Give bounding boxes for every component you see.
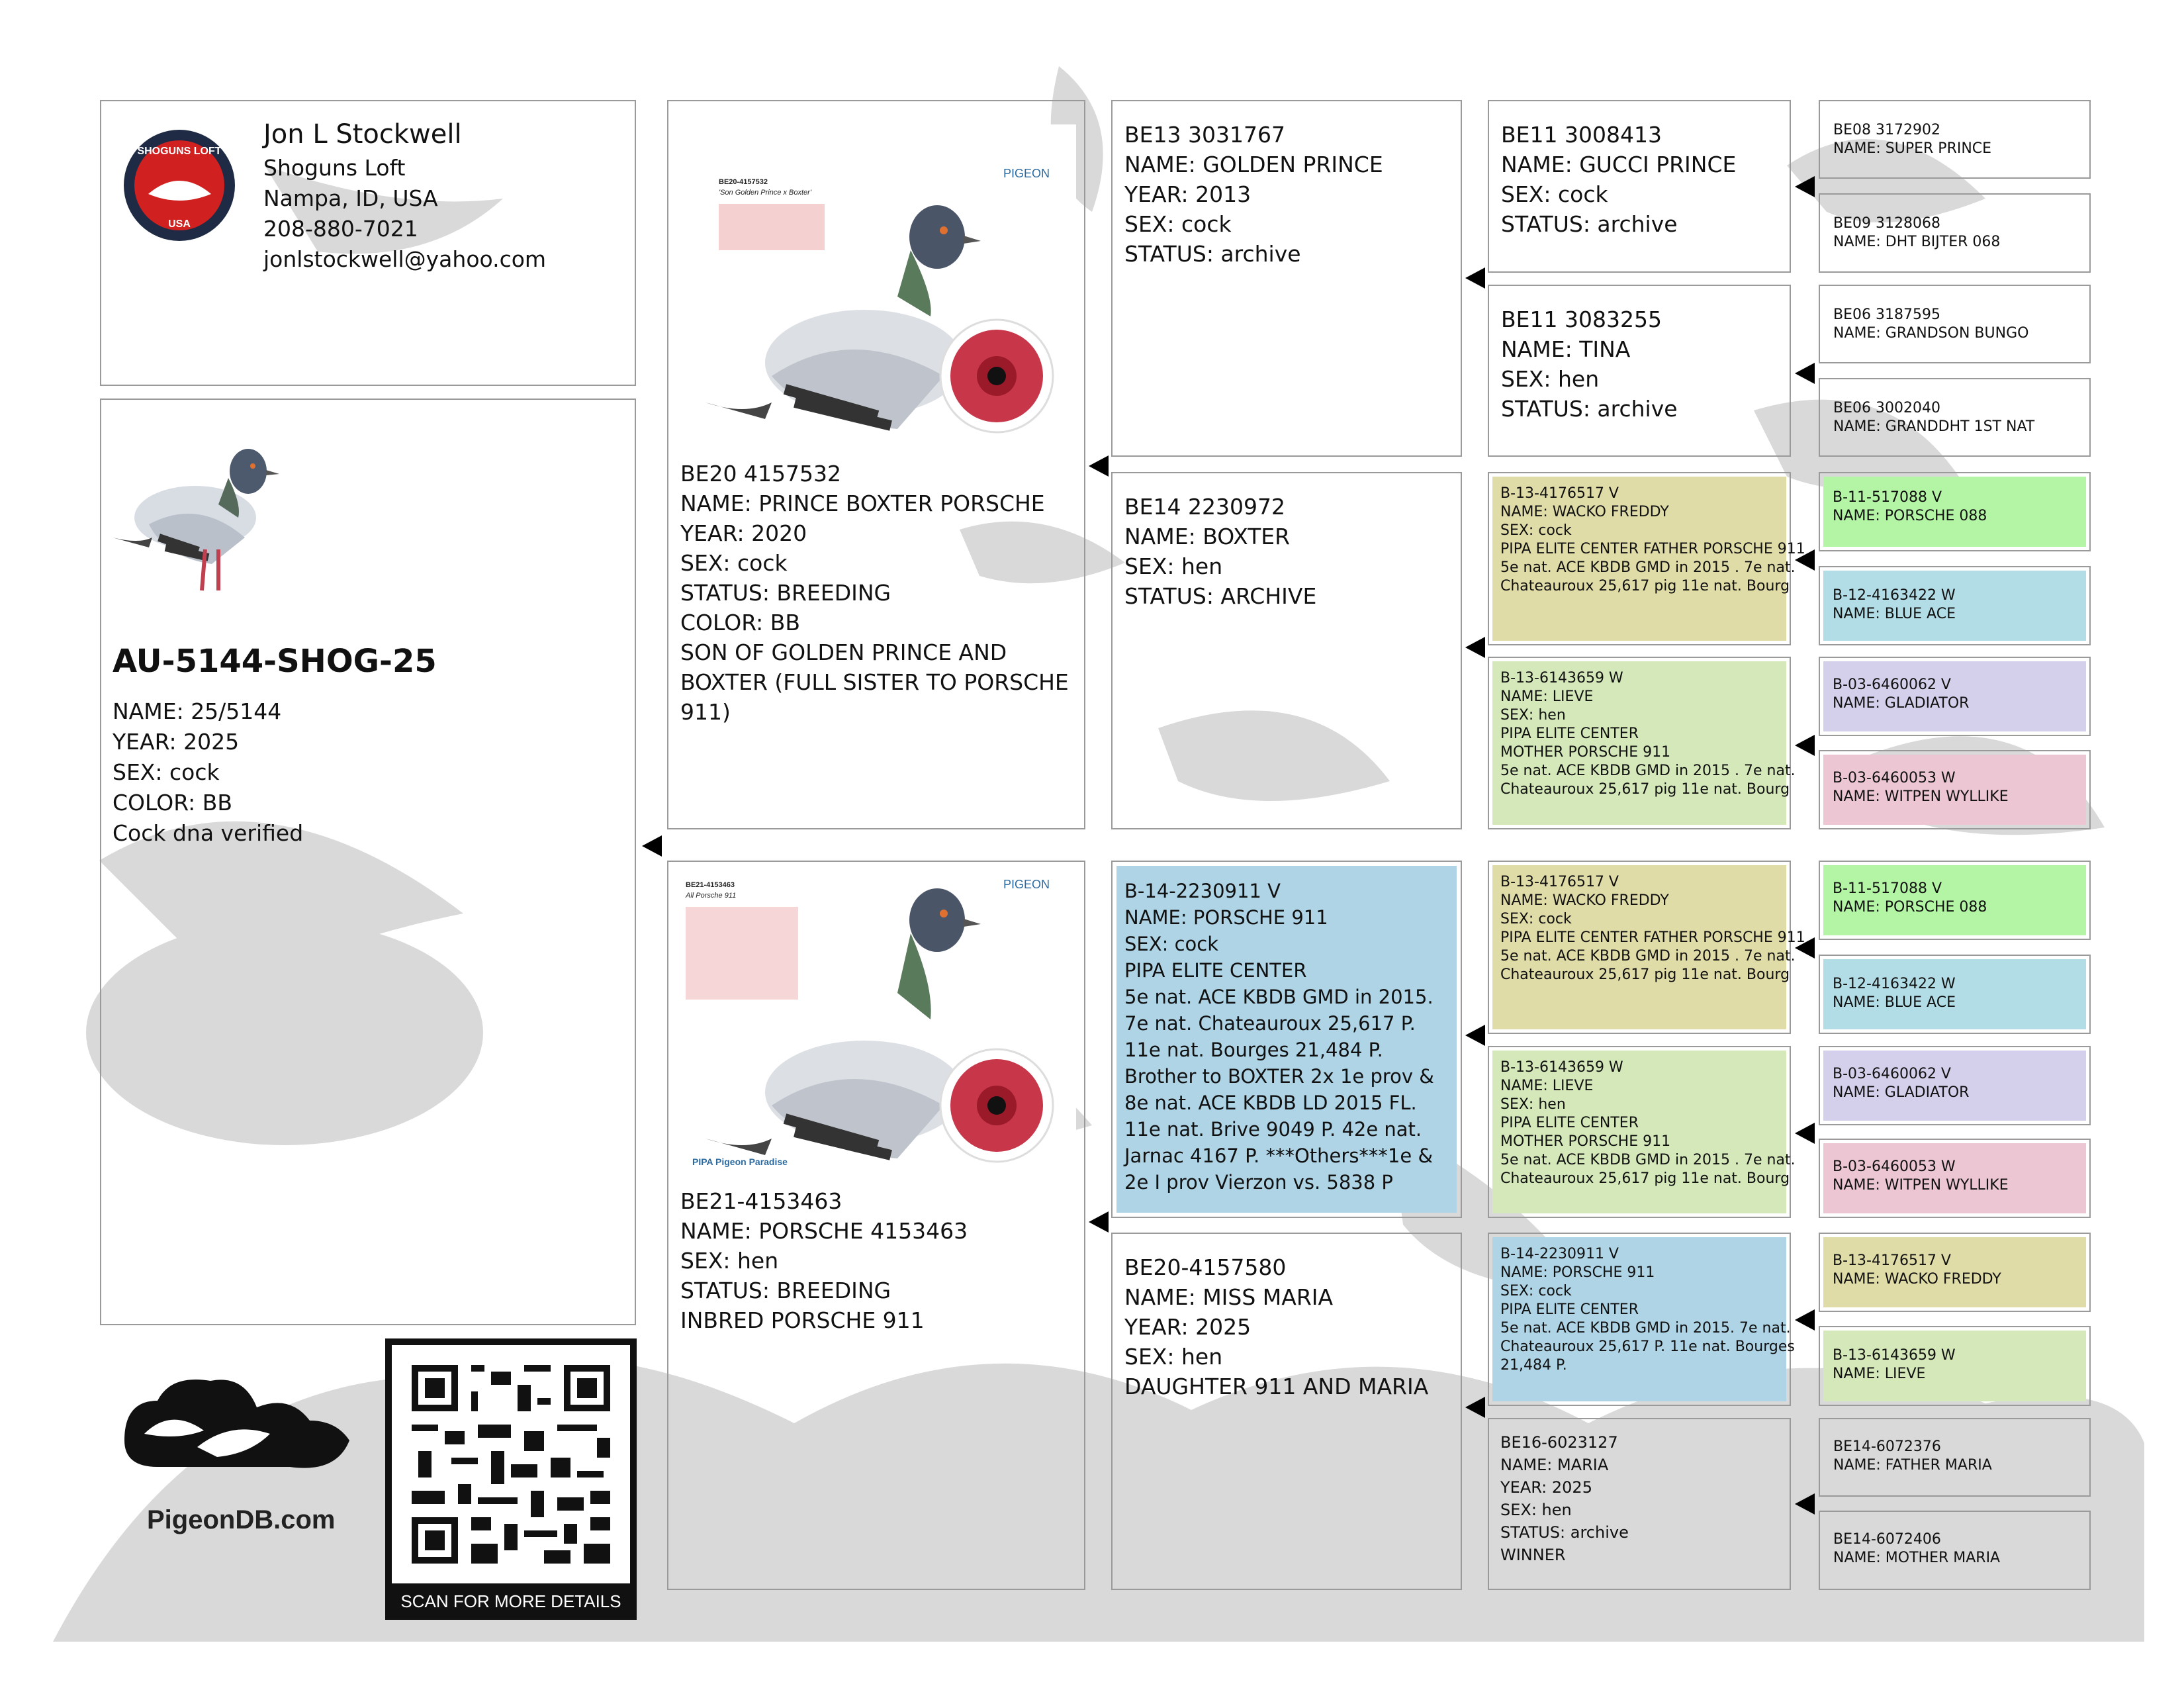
owner-email[interactable]: jonlstockwell@yahoo.com [263,246,547,272]
sire-name: NAME: PRINCE BOXTER PORSCHE [680,491,1045,516]
arrow-subject [642,835,662,857]
gen4-14-panel [1823,1331,2086,1401]
subject-ring: AU-5144-SHOG-25 [113,643,437,680]
owner-box [100,100,636,386]
gen3-8-name: NAME: MARIA [1500,1456,1609,1474]
gen4-12-panel [1823,1143,2086,1213]
gen2-ss-ring: BE13 3031767 [1124,122,1285,148]
gen3-7-ring: B-14-2230911 V [1500,1246,1619,1262]
gen4-6-name: NAME: BLUE ACE [1833,606,1956,622]
gen3-5-panel [1492,865,1805,1029]
gen3-7-l3: Chateauroux 25,617 P. 11e nat. Bourges [1500,1338,1795,1355]
gen4-7-panel [1823,661,2086,731]
sire-box [667,100,1085,829]
gen2-dd-year: YEAR: 2025 [1124,1314,1251,1340]
gen3-3-l1: PIPA ELITE CENTER FATHER PORSCHE 911 [1500,541,1805,557]
gen3-7-l4: 21,484 P. [1500,1357,1567,1374]
qr-code-box[interactable] [385,1338,637,1620]
gen2-sd-name: NAME: BOXTER [1124,524,1291,549]
gen2-ds-ring: B-14-2230911 V [1124,880,1281,902]
gen4-4-ring: BE06 3002040 [1833,400,1940,416]
sire-photo-brand: PIGEON [1003,167,1050,180]
gen4-3-name: NAME: GRANDSON BUNGO [1833,325,2029,342]
gen3-4-l4: Chateauroux 25,617 pig 11e nat. Bourg [1500,781,1790,798]
owner-location: Nampa, ID, USA [263,185,438,211]
arrow-gen3-4 [1795,735,1815,756]
gen2-dd-box [1111,1233,1462,1590]
gen3-1-name: NAME: GUCCI PRINCE [1501,152,1737,177]
owner-name: Jon L Stockwell [263,119,462,150]
gen4-11-panel [1823,1051,2086,1121]
arrow-gen3-5 [1795,937,1815,959]
arrow-gen2-sd [1465,637,1485,658]
gen3-5-box [1488,861,1805,1034]
gen2-ds-name: NAME: PORSCHE 911 [1124,906,1328,929]
subject-sex: SEX: cock [113,759,220,785]
dam-name: NAME: PORSCHE 4153463 [680,1218,968,1244]
gen4-8-ring: B-03-6460053 W [1833,770,1956,786]
gen4-16-ring: BE14-6072406 [1833,1531,1941,1548]
gen4-13-ring: B-13-4176517 V [1833,1252,1951,1269]
gen4-3-box [1819,285,2091,363]
gen2-ss-status: STATUS: archive [1124,241,1301,267]
gen3-4-ring: B-13-6143659 W [1500,670,1623,686]
gen2-ds-l3: Brother to BOXTER 2x 1e prov & 8e nat. ACE KBDB LD 2015 FL. 11e nat. Brive 9049 P. 42e nat. Jarnac 4167 P. ***Others***1e & 2e I prov Vierzon vs. 5838 P [1124,1065,1434,1194]
gen3-4-l1: PIPA ELITE CENTER [1500,726,1639,742]
gen3-5-l1: PIPA ELITE CENTER FATHER PORSCHE 911 [1500,929,1805,946]
sire-sex: SEX: cock [680,550,788,576]
gen3-4-l2: MOTHER PORSCHE 911 [1500,744,1671,761]
pigeondb-logo [118,1368,356,1480]
gen3-1-sex: SEX: cock [1501,181,1608,207]
gen3-5-name: NAME: WACKO FREDDY [1500,892,1669,909]
gen4-9-name: NAME: PORSCHE 088 [1833,899,1987,915]
gen3-8-box [1488,1418,1791,1590]
gen3-1-status: STATUS: archive [1501,211,1678,237]
gen3-5-sex: SEX: cock [1500,911,1572,927]
sire-year: YEAR: 2020 [680,520,807,546]
gen4-11-name: NAME: GLADIATOR [1833,1084,1970,1101]
dam-sex: SEX: hen [680,1248,779,1274]
sire-status: STATUS: BREEDING [680,580,891,606]
subject-year: YEAR: 2025 [113,729,240,755]
gen4-7-box [1819,657,2091,736]
gen3-4-sex: SEX: hen [1500,707,1566,724]
sire-color: COLOR: BB [680,610,801,635]
gen2-ds-panel [1116,866,1457,1213]
gen3-4-name: NAME: LIEVE [1500,688,1594,705]
gen3-8-year: YEAR: 2025 [1500,1478,1592,1497]
gen4-2-box [1819,193,2091,273]
logo-text: SHOGUNS LOFT [137,146,222,157]
qr-code[interactable] [392,1345,630,1583]
gen4-14-box [1819,1326,2091,1406]
gen3-6-l2: MOTHER PORSCHE 911 [1500,1133,1671,1150]
gen3-8-status: STATUS: archive [1500,1523,1629,1542]
gen2-sd-sex: SEX: hen [1124,553,1223,579]
gen3-3-name: NAME: WACKO FREDDY [1500,504,1669,520]
owner-loft: Shoguns Loft [263,155,406,181]
gen3-3-ring: B-13-4176517 V [1500,485,1619,502]
gen3-2-box [1488,285,1791,457]
logo-sub: USA [168,218,191,230]
arrow-gen3-8 [1795,1493,1815,1515]
gen4-6-panel [1823,571,2086,641]
dam-status: STATUS: BREEDING [680,1278,891,1303]
gen3-8-note: WINNER [1500,1546,1566,1564]
gen4-9-panel [1823,865,2086,935]
gen3-6-name: NAME: LIEVE [1500,1078,1594,1094]
gen4-10-ring: B-12-4163422 W [1833,976,1956,992]
gen3-4-panel [1492,661,1796,825]
gen3-5-l3: Chateauroux 25,617 pig 11e nat. Bourg [1500,966,1790,983]
gen3-7-box [1488,1233,1795,1406]
sire-note: SON OF GOLDEN PRINCE AND BOXTER (FULL SISTER TO PORSCHE 911) [680,639,1069,725]
gen4-9-ring: B-11-517088 V [1833,880,1942,897]
gen3-7-l1: PIPA ELITE CENTER [1500,1301,1639,1318]
gen3-3-sex: SEX: cock [1500,522,1572,539]
arrow-gen2-ds [1465,1025,1485,1046]
gen2-sd-ring: BE14 2230972 [1124,494,1285,520]
gen3-3-l3: Chateauroux 25,617 pig 11e nat. Bourg [1500,578,1790,594]
gen3-3-l2: 5e nat. ACE KBDB GMD in 2015 . 7e nat. [1500,559,1796,576]
gen4-5-box [1819,472,2091,551]
arrow-dam [1089,1211,1109,1233]
gen4-4-box [1819,378,2091,457]
gen2-ds-sex: SEX: cock [1124,933,1219,955]
dam-note: INBRED PORSCHE 911 [680,1307,925,1333]
gen3-2-sex: SEX: hen [1501,366,1600,392]
sire-photo-title: 'Son Golden Prince x Boxter' [719,189,811,197]
gen2-sd-box [1111,472,1462,829]
gen2-dd-note: DAUGHTER 911 AND MARIA [1124,1374,1429,1399]
gen3-3-box [1488,472,1805,645]
gen2-dd-sex: SEX: hen [1124,1344,1223,1370]
gen3-6-box [1488,1046,1796,1218]
gen4-11-ring: B-03-6460062 V [1833,1066,1951,1082]
gen4-6-ring: B-12-4163422 W [1833,587,1956,604]
subject-color: COLOR: BB [113,790,233,816]
gen4-13-panel [1823,1237,2086,1307]
dam-box [667,861,1085,1590]
dam-photo-title: All Porsche 911 [686,892,737,900]
gen4-15-box [1819,1418,2091,1497]
gen3-7-name: NAME: PORSCHE 911 [1500,1264,1655,1281]
gen4-8-panel [1823,755,2086,825]
gen4-9-box [1819,861,2091,940]
gen4-1-name: NAME: SUPER PRINCE [1833,140,1992,157]
gen3-4-box [1488,657,1796,829]
gen4-1-box [1819,100,2091,179]
gen4-10-name: NAME: BLUE ACE [1833,994,1956,1011]
gen3-7-sex: SEX: cock [1500,1283,1572,1299]
gen2-ds-box [1111,861,1462,1218]
arrow-gen3-2 [1795,363,1815,384]
dam-photo-brand2: PIPA Pigeon Paradise [692,1156,788,1167]
gen4-5-panel [1823,477,2086,547]
gen4-7-name: NAME: GLADIATOR [1833,695,1970,712]
arrow-gen3-1 [1795,176,1815,197]
owner-phone[interactable]: 208-880-7021 [263,216,418,242]
gen4-1-ring: BE08 3172902 [1833,122,1940,138]
gen2-ds-l1: PIPA ELITE CENTER [1124,959,1307,982]
gen3-5-l2: 5e nat. ACE KBDB GMD in 2015 . 7e nat. [1500,948,1796,964]
gen4-16-name: NAME: MOTHER MARIA [1833,1550,2001,1566]
subject-name: NAME: 25/5144 [113,698,282,724]
gen3-6-l3: 5e nat. ACE KBDB GMD in 2015 . 7e nat. [1500,1152,1796,1168]
gen4-10-panel [1823,959,2086,1029]
gen3-5-ring: B-13-4176517 V [1500,874,1619,890]
gen2-dd-ring: BE20-4157580 [1124,1254,1287,1280]
gen4-5-name: NAME: PORSCHE 088 [1833,508,1987,524]
gen4-3-ring: BE06 3187595 [1833,306,1940,323]
loft-logo [122,128,238,244]
gen4-2-name: NAME: DHT BIJTER 068 [1833,234,2001,250]
gen3-7-panel [1492,1237,1795,1401]
gen3-4-l3: 5e nat. ACE KBDB GMD in 2015 . 7e nat. [1500,763,1796,779]
gen2-ss-sex: SEX: cock [1124,211,1232,237]
gen4-15-ring: BE14-6072376 [1833,1438,1941,1455]
gen3-7-l2: 5e nat. ACE KBDB GMD in 2015. 7e nat. [1500,1320,1791,1336]
gen4-13-name: NAME: WACKO FREDDY [1833,1271,2001,1288]
arrow-gen2-dd [1465,1397,1485,1418]
sire-ring: BE20 4157532 [680,461,841,487]
gen4-12-ring: B-03-6460053 W [1833,1158,1956,1175]
gen4-7-ring: B-03-6460062 V [1833,677,1951,693]
dam-photo-caption: BE21-4153463 [686,881,735,889]
gen4-8-name: NAME: WITPEN WYLLIKE [1833,788,2009,805]
gen3-2-ring: BE11 3083255 [1501,306,1662,332]
dam-photo [679,874,1076,1192]
gen4-15-name: NAME: FATHER MARIA [1833,1457,1992,1474]
gen3-2-status: STATUS: archive [1501,396,1678,422]
arrow-gen3-6 [1795,1123,1815,1144]
qr-label: SCAN FOR MORE DETAILS [400,1591,621,1611]
gen4-10-box [1819,955,2091,1034]
gen2-ss-year: YEAR: 2013 [1124,181,1251,207]
gen3-6-ring: B-13-6143659 W [1500,1059,1623,1076]
gen3-6-panel [1492,1051,1796,1213]
gen4-4-name: NAME: GRANDDHT 1ST NAT [1833,418,2035,435]
dam-ring: BE21-4153463 [680,1188,842,1214]
gen4-12-box [1819,1139,2091,1218]
gen2-ss-name: NAME: GOLDEN PRINCE [1124,152,1383,177]
sire-photo-caption: BE20-4157532 [719,178,768,186]
gen3-6-l1: PIPA ELITE CENTER [1500,1115,1639,1131]
subject-box [100,399,636,1325]
pigeondb-brand[interactable]: PigeonDB.com [147,1505,336,1534]
subject-note: Cock dna verified [113,820,304,846]
gen3-8-ring: BE16-6023127 [1500,1433,1618,1452]
gen4-5-ring: B-11-517088 V [1833,489,1942,506]
gen3-6-l4: Chateauroux 25,617 pig 11e nat. Bourg [1500,1170,1790,1187]
sire-photo [679,124,1076,482]
gen3-6-sex: SEX: hen [1500,1096,1566,1113]
gen3-8-sex: SEX: hen [1500,1501,1572,1519]
gen2-ds-l2: 5e nat. ACE KBDB GMD in 2015. 7e nat. Chateauroux 25,617 P. 11e nat. Bourges 21,484 P. [1124,986,1433,1061]
gen2-sd-status: STATUS: ARCHIVE [1124,583,1317,609]
gen4-16-box [1819,1511,2091,1590]
gen4-14-ring: B-13-6143659 W [1833,1347,1956,1364]
arrow-sire [1089,455,1109,477]
gen4-2-ring: BE09 3128068 [1833,215,1940,232]
gen4-12-name: NAME: WITPEN WYLLIKE [1833,1177,2009,1194]
subject-photo [113,425,291,604]
gen4-11-box [1819,1046,2091,1125]
arrow-gen3-7 [1795,1309,1815,1331]
gen3-3-panel [1492,477,1805,641]
gen2-ss-box [1111,100,1462,457]
arrow-gen2-ss [1465,267,1485,289]
dam-photo-brand: PIGEON [1003,878,1050,891]
gen3-1-ring: BE11 3008413 [1501,122,1662,148]
arrow-gen3-3 [1795,549,1815,571]
gen3-1-box [1488,100,1791,273]
gen4-13-box [1819,1233,2091,1312]
gen3-2-name: NAME: TINA [1501,336,1631,362]
gen4-14-name: NAME: LIEVE [1833,1366,1926,1382]
gen4-6-box [1819,566,2091,645]
gen4-8-box [1819,750,2091,829]
gen2-dd-name: NAME: MISS MARIA [1124,1284,1334,1310]
